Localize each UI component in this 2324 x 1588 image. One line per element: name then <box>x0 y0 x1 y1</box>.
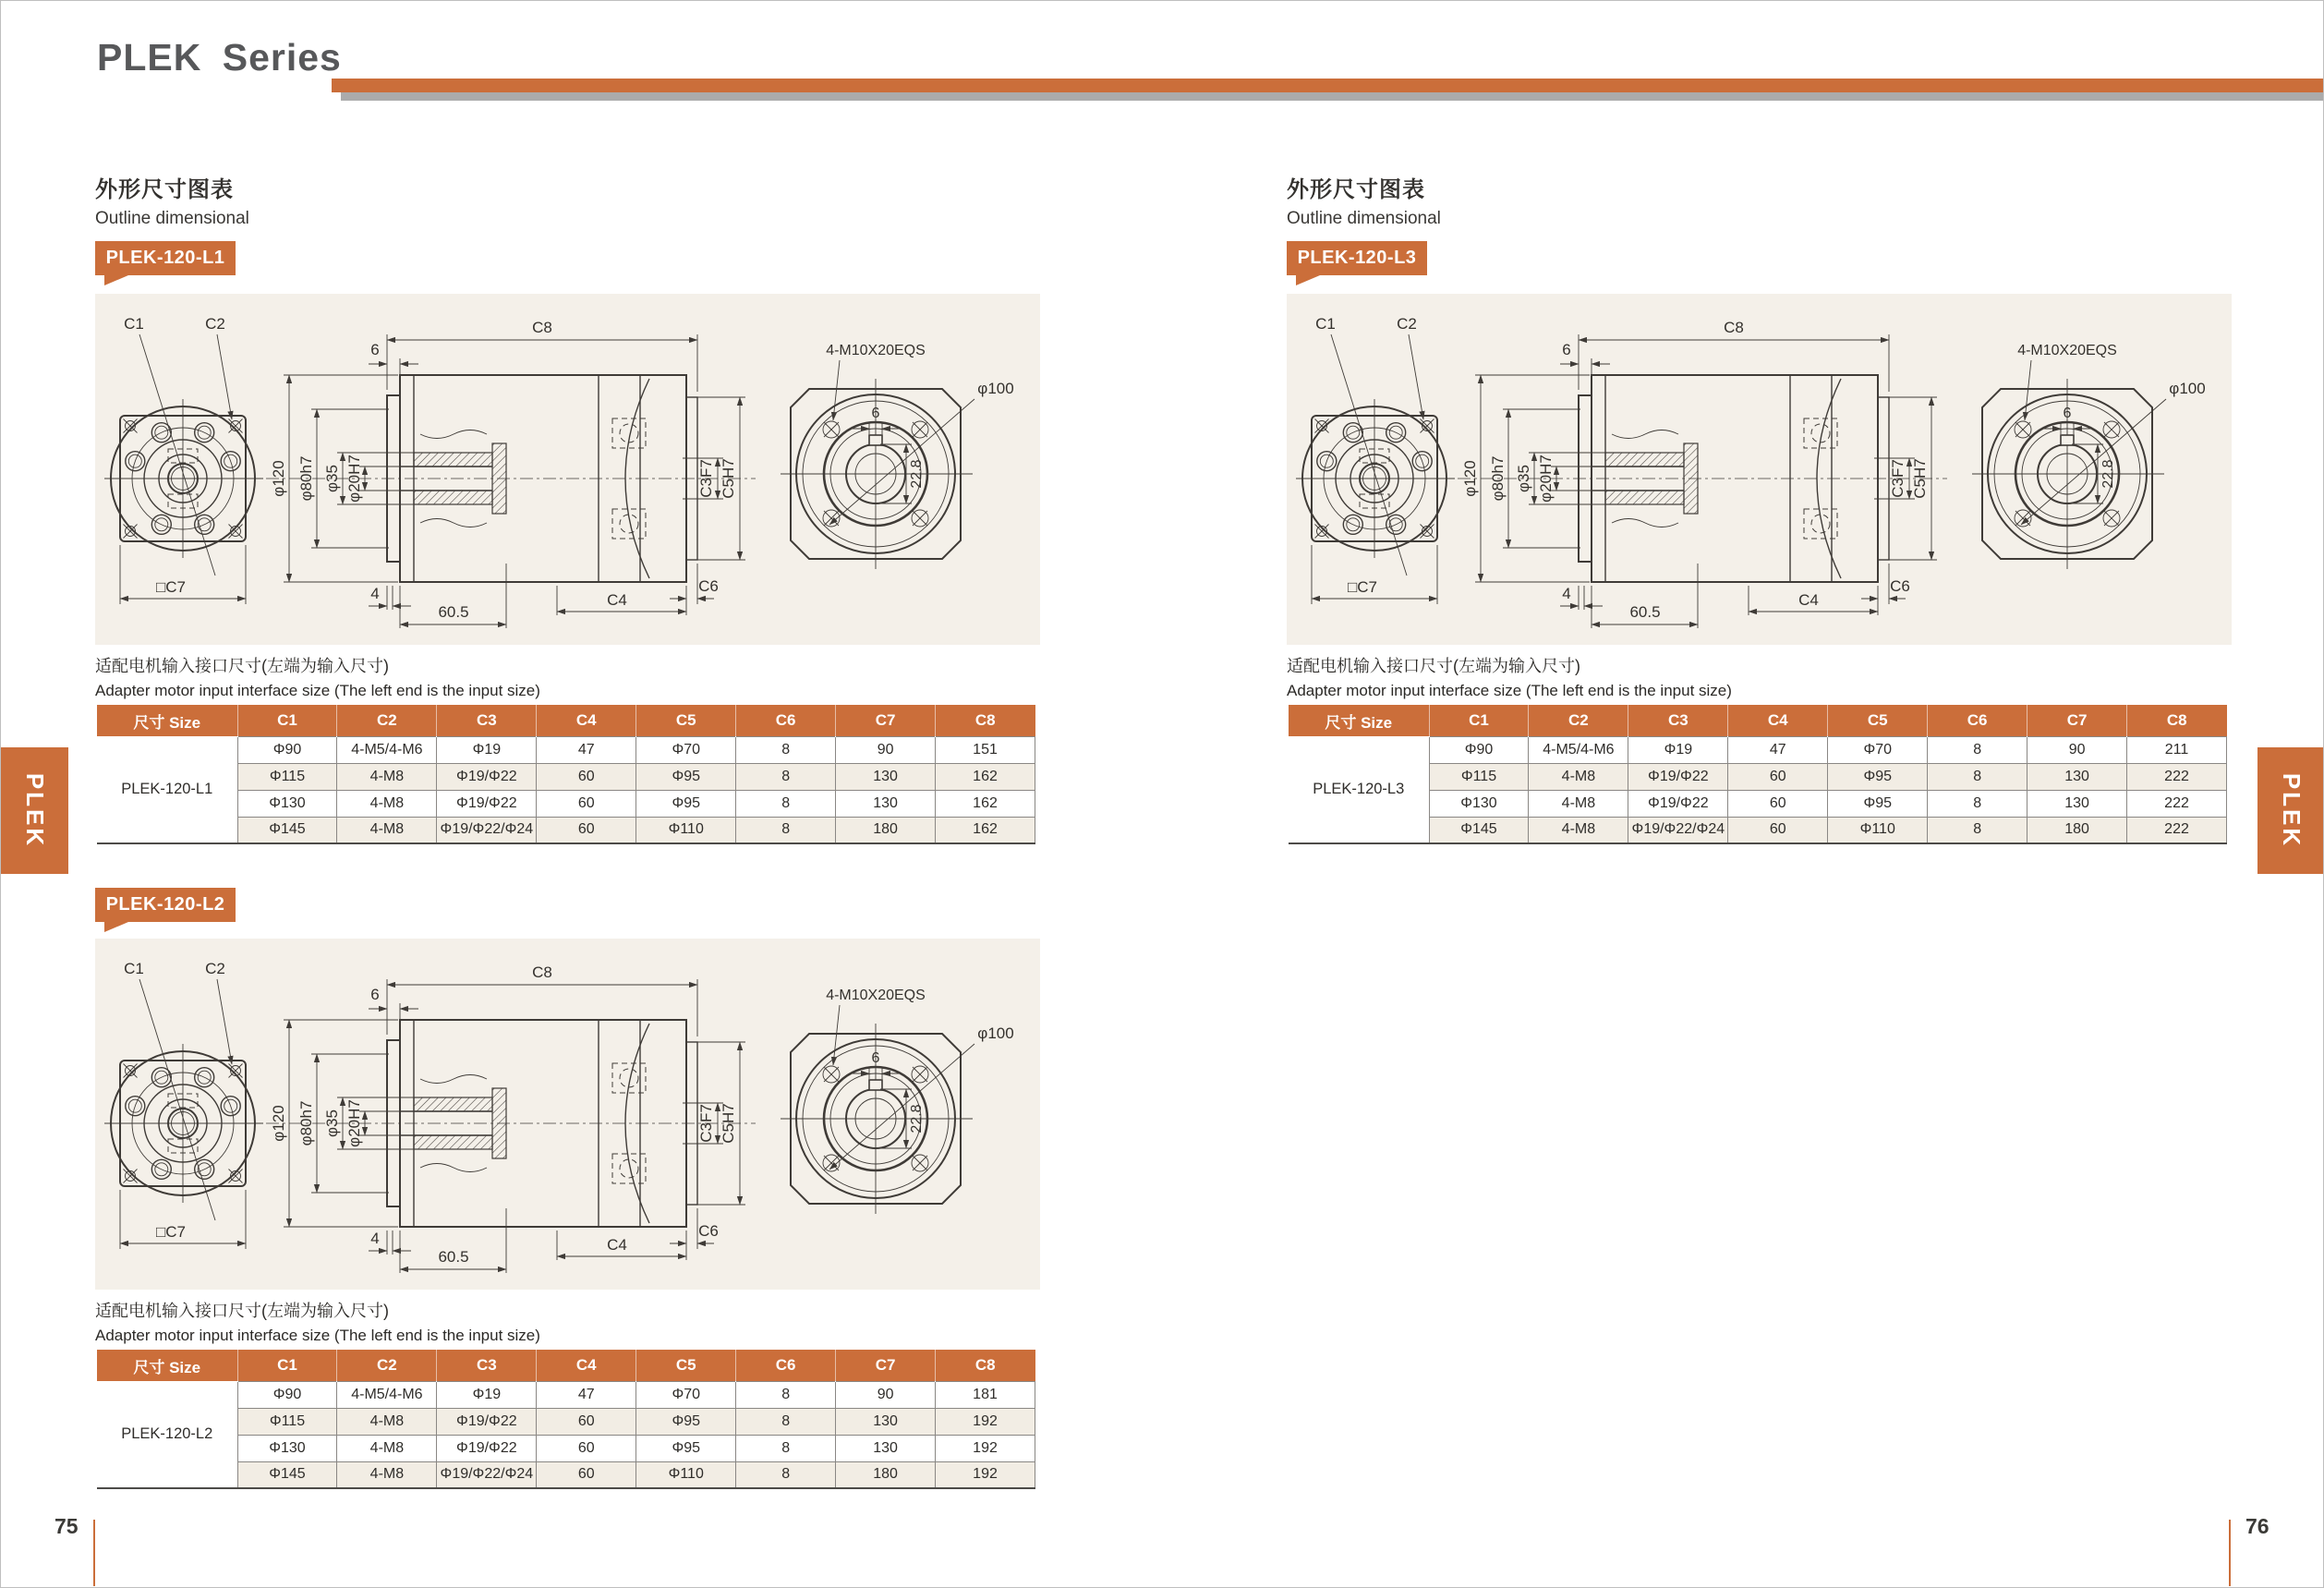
value-cell: 222 <box>2127 790 2227 817</box>
dim-label-c5h7: C5H7 <box>720 458 737 499</box>
value-cell: Φ19 <box>437 1381 537 1408</box>
dim-label-keyway-depth: 22.8 <box>909 1104 925 1133</box>
value-cell: Φ90 <box>1429 736 1529 763</box>
dim-label-6: 6 <box>370 341 380 358</box>
front-view <box>1296 315 1455 604</box>
title-gray-bar <box>341 92 2323 101</box>
column-header: C4 <box>537 1350 636 1381</box>
table-row <box>1289 790 2227 817</box>
table-row <box>97 1435 1035 1461</box>
value-cell: Φ19/Φ22 <box>437 1408 537 1435</box>
value-cell: 90 <box>836 736 936 763</box>
column-header: C1 <box>1429 705 1529 736</box>
value-cell: 60 <box>537 1408 636 1435</box>
dim-label-c2: C2 <box>205 315 225 333</box>
dim-label-c1: C1 <box>124 960 144 977</box>
table-header-row <box>97 1350 1035 1381</box>
dim-label-keyway-width: 6 <box>2063 406 2072 421</box>
dim-label-dia100: φ100 <box>2169 380 2206 397</box>
value-cell: 180 <box>2027 817 2127 843</box>
value-cell: 4-M5/4-M6 <box>1529 736 1628 763</box>
value-cell: Φ95 <box>1828 790 1928 817</box>
dim-label-c3f7: C3F7 <box>1889 459 1906 498</box>
dim-label-c6: C6 <box>698 1222 719 1240</box>
dim-label-c1: C1 <box>124 315 144 333</box>
table-row <box>1289 817 2227 843</box>
caption-en: Adapter motor input interface size (The left end is the input size) <box>95 1327 540 1344</box>
dim-label-60-5: 60.5 <box>438 603 469 621</box>
value-cell: 130 <box>836 763 936 790</box>
side-tab-right <box>2257 747 2324 874</box>
dim-label-c8: C8 <box>1724 319 1744 336</box>
page-number-right: 76 <box>2245 1514 2270 1538</box>
value-cell: 4-M5/4-M6 <box>337 1381 437 1408</box>
table-caption-l3 <box>1287 653 1933 700</box>
value-cell: 192 <box>936 1435 1035 1461</box>
value-cell: 8 <box>736 817 836 843</box>
dim-label-dia80: φ80h7 <box>297 1100 315 1146</box>
table-row <box>97 817 1035 843</box>
value-cell: 130 <box>836 1408 936 1435</box>
caption-cn: 适配电机输入接口尺寸(左端为输入尺寸) <box>1287 657 1580 675</box>
value-cell: 4-M8 <box>1529 790 1628 817</box>
value-cell: 4-M8 <box>337 1435 437 1461</box>
table-header-row <box>1289 705 2227 736</box>
value-cell: Φ145 <box>237 817 337 843</box>
dim-label-dia35: φ35 <box>1515 465 1532 492</box>
column-header: C5 <box>636 705 736 736</box>
value-cell: 222 <box>2127 817 2227 843</box>
value-cell: 60 <box>1728 817 1828 843</box>
caption-en: Adapter motor input interface size (The left end is the input size) <box>1287 682 1732 699</box>
section-heading-en: Outline dimensional <box>95 209 249 228</box>
section-heading-cn: 外形尺寸图表 <box>1287 177 1425 202</box>
value-cell: 90 <box>2027 736 2127 763</box>
value-cell: 4-M8 <box>337 790 437 817</box>
bolt-spec-label: 4-M10X20EQS <box>826 343 926 358</box>
model-cell: PLEK-120-L3 <box>1289 736 1429 843</box>
value-cell: 130 <box>2027 763 2127 790</box>
dim-label-6: 6 <box>370 986 380 1003</box>
value-cell: Φ70 <box>636 1381 736 1408</box>
drawing-l1 <box>95 294 1040 645</box>
value-cell: 8 <box>736 763 836 790</box>
column-header: C7 <box>836 1350 936 1381</box>
column-header: C1 <box>237 1350 337 1381</box>
value-cell: Φ19/Φ22 <box>437 790 537 817</box>
footer-rule-right <box>2229 1520 2231 1586</box>
value-cell: 192 <box>936 1408 1035 1435</box>
value-cell: 162 <box>936 763 1035 790</box>
column-header: C7 <box>836 705 936 736</box>
side-tab-label: PLEK <box>2278 772 2306 849</box>
value-cell: Φ19 <box>437 736 537 763</box>
dim-label-c6: C6 <box>698 577 719 595</box>
dim-label-c2: C2 <box>205 960 225 977</box>
dim-label-dia20: φ20H7 <box>345 455 363 503</box>
dim-label-60-5: 60.5 <box>1629 603 1661 621</box>
dim-label-dia80: φ80h7 <box>297 455 315 502</box>
dimension-table-l3 <box>1289 705 2227 844</box>
value-cell: 60 <box>1728 763 1828 790</box>
value-cell: Φ110 <box>636 817 736 843</box>
value-cell: 8 <box>1928 763 2027 790</box>
column-header: C8 <box>936 705 1035 736</box>
value-cell: Φ115 <box>237 763 337 790</box>
dimension-table-l2 <box>97 1350 1035 1489</box>
value-cell: Φ110 <box>636 1461 736 1488</box>
dimension-drawing <box>95 939 1040 1290</box>
dim-label-dia20: φ20H7 <box>345 1099 363 1147</box>
model-cell: PLEK-120-L2 <box>97 1381 237 1488</box>
value-cell: Φ115 <box>1429 763 1529 790</box>
page-number-left: 75 <box>54 1514 79 1538</box>
dim-label-keyway-width: 6 <box>871 406 880 421</box>
value-cell: 60 <box>537 763 636 790</box>
value-cell: Φ130 <box>237 1435 337 1461</box>
dim-label-dia120: φ120 <box>270 1105 287 1142</box>
value-cell: 4-M5/4-M6 <box>337 736 437 763</box>
value-cell: 181 <box>936 1381 1035 1408</box>
table-row <box>97 1461 1035 1488</box>
dim-label-dia100: φ100 <box>977 1024 1014 1042</box>
column-header: C3 <box>437 705 537 736</box>
model-badge-l1: PLEK-120-L1 <box>95 241 236 275</box>
table-caption-l2 <box>95 1298 742 1345</box>
value-cell: Φ19/Φ22 <box>437 763 537 790</box>
value-cell: 4-M8 <box>337 817 437 843</box>
value-cell: Φ70 <box>636 736 736 763</box>
value-cell: Φ145 <box>237 1461 337 1488</box>
model-badge-l2: PLEK-120-L2 <box>95 888 236 922</box>
column-header: C2 <box>1529 705 1628 736</box>
dimension-drawing <box>1287 294 2232 645</box>
dim-label-c4: C4 <box>1798 591 1819 609</box>
front-view <box>104 960 263 1249</box>
table-row <box>1289 763 2227 790</box>
bolt-spec-label: 4-M10X20EQS <box>2017 343 2117 358</box>
value-cell: 211 <box>2127 736 2227 763</box>
value-cell: Φ110 <box>1828 817 1928 843</box>
dim-label-4: 4 <box>370 585 380 602</box>
value-cell: Φ130 <box>237 790 337 817</box>
value-cell: 60 <box>1728 790 1828 817</box>
dim-label-keyway-depth: 22.8 <box>909 459 925 489</box>
dim-label-c8: C8 <box>532 964 552 981</box>
section-view <box>1458 319 1947 628</box>
value-cell: 60 <box>537 790 636 817</box>
value-cell: Φ95 <box>636 1408 736 1435</box>
dim-label-6: 6 <box>1562 341 1571 358</box>
dim-label-c3f7: C3F7 <box>697 1104 715 1143</box>
dim-label-dia120: φ120 <box>1461 460 1479 497</box>
caption-cn: 适配电机输入接口尺寸(左端为输入尺寸) <box>95 657 389 675</box>
section-heading-left <box>95 171 557 229</box>
value-cell: 192 <box>936 1461 1035 1488</box>
section-heading-en: Outline dimensional <box>1287 209 1441 228</box>
table-row <box>97 790 1035 817</box>
dim-label-c8: C8 <box>532 319 552 336</box>
output-flange-view <box>781 988 1014 1214</box>
column-header: C2 <box>337 1350 437 1381</box>
dim-label-c4: C4 <box>607 591 627 609</box>
dim-label-dia80: φ80h7 <box>1489 455 1507 502</box>
column-header: C2 <box>337 705 437 736</box>
value-cell: 4-M8 <box>1529 817 1628 843</box>
value-cell: Φ19/Φ22/Φ24 <box>437 1461 537 1488</box>
dim-label-c2: C2 <box>1397 315 1417 333</box>
value-cell: 222 <box>2127 763 2227 790</box>
value-cell: 8 <box>736 790 836 817</box>
value-cell: Φ70 <box>1828 736 1928 763</box>
side-tab-left <box>1 747 68 874</box>
value-cell: Φ90 <box>237 736 337 763</box>
value-cell: 60 <box>537 1461 636 1488</box>
dimension-drawing <box>95 294 1040 645</box>
dim-label-4: 4 <box>370 1230 380 1247</box>
value-cell: 4-M8 <box>337 1461 437 1488</box>
dim-label-dia35: φ35 <box>323 465 341 492</box>
value-cell: 8 <box>736 736 836 763</box>
section-heading-right <box>1287 171 1749 229</box>
dimension-table-l1 <box>97 705 1035 844</box>
value-cell: Φ19/Φ22 <box>1628 790 1728 817</box>
front-view <box>104 315 263 604</box>
table-row <box>1289 736 2227 763</box>
section-heading-cn: 外形尺寸图表 <box>95 177 234 202</box>
column-header: C8 <box>936 1350 1035 1381</box>
page-title: PLEK Series <box>97 36 342 79</box>
column-header: C6 <box>736 705 836 736</box>
value-cell: 8 <box>1928 817 2027 843</box>
table-caption-l1 <box>95 653 742 700</box>
value-cell: 162 <box>936 790 1035 817</box>
dim-label-c7: □C7 <box>1348 578 1377 596</box>
column-header: C7 <box>2027 705 2127 736</box>
column-header: C4 <box>1728 705 1828 736</box>
output-flange-view <box>1972 343 2206 569</box>
value-cell: Φ95 <box>636 763 736 790</box>
table-row <box>97 736 1035 763</box>
column-header: C3 <box>1628 705 1728 736</box>
value-cell: 162 <box>936 817 1035 843</box>
dim-label-4: 4 <box>1562 585 1571 602</box>
section-view <box>266 964 756 1273</box>
value-cell: Φ19/Φ22/Φ24 <box>1628 817 1728 843</box>
column-header: 尺寸 Size <box>97 705 237 736</box>
dim-label-dia20: φ20H7 <box>1537 455 1555 503</box>
drawing-l3 <box>1287 294 2232 645</box>
value-cell: 47 <box>537 1381 636 1408</box>
column-header: C1 <box>237 705 337 736</box>
value-cell: Φ95 <box>636 790 736 817</box>
column-header: C4 <box>537 705 636 736</box>
value-cell: 8 <box>1928 736 2027 763</box>
value-cell: 130 <box>836 1435 936 1461</box>
value-cell: 180 <box>836 1461 936 1488</box>
dim-label-keyway-width: 6 <box>871 1050 880 1066</box>
column-header: C6 <box>736 1350 836 1381</box>
column-header: C3 <box>437 1350 537 1381</box>
column-header: 尺寸 Size <box>97 1350 237 1381</box>
caption-cn: 适配电机输入接口尺寸(左端为输入尺寸) <box>95 1302 389 1320</box>
value-cell: 4-M8 <box>337 763 437 790</box>
column-header: 尺寸 Size <box>1289 705 1429 736</box>
value-cell: 180 <box>836 817 936 843</box>
title-accent-bar <box>332 79 2323 92</box>
dim-label-dia35: φ35 <box>323 1109 341 1137</box>
caption-en: Adapter motor input interface size (The left end is the input size) <box>95 682 540 699</box>
footer-rule-left <box>93 1520 95 1586</box>
table-header-row <box>97 705 1035 736</box>
side-tab-label: PLEK <box>21 772 49 849</box>
dim-label-c3f7: C3F7 <box>697 459 715 498</box>
value-cell: Φ115 <box>237 1408 337 1435</box>
bolt-spec-label: 4-M10X20EQS <box>826 988 926 1003</box>
value-cell: Φ130 <box>1429 790 1529 817</box>
value-cell: 90 <box>836 1381 936 1408</box>
value-cell: 4-M8 <box>1529 763 1628 790</box>
value-cell: 8 <box>736 1461 836 1488</box>
value-cell: 151 <box>936 736 1035 763</box>
dim-label-60-5: 60.5 <box>438 1248 469 1266</box>
drawing-l2 <box>95 939 1040 1290</box>
value-cell: 4-M8 <box>337 1408 437 1435</box>
value-cell: Φ19 <box>1628 736 1728 763</box>
dim-label-keyway-depth: 22.8 <box>2100 459 2116 489</box>
dim-label-c5h7: C5H7 <box>720 1103 737 1144</box>
value-cell: Φ145 <box>1429 817 1529 843</box>
column-header: C5 <box>1828 705 1928 736</box>
value-cell: Φ19/Φ22 <box>437 1435 537 1461</box>
table-row <box>97 1381 1035 1408</box>
value-cell: 8 <box>736 1381 836 1408</box>
dim-label-dia120: φ120 <box>270 460 287 497</box>
dim-label-c7: □C7 <box>156 578 186 596</box>
dim-label-c4: C4 <box>607 1236 627 1254</box>
value-cell: 8 <box>736 1408 836 1435</box>
value-cell: Φ95 <box>636 1435 736 1461</box>
output-flange-view <box>781 343 1014 569</box>
value-cell: Φ19/Φ22/Φ24 <box>437 817 537 843</box>
model-badge-l3: PLEK-120-L3 <box>1287 241 1427 275</box>
value-cell: 60 <box>537 817 636 843</box>
dim-label-c7: □C7 <box>156 1223 186 1241</box>
table-row <box>97 763 1035 790</box>
dim-label-dia100: φ100 <box>977 380 1014 397</box>
value-cell: 47 <box>1728 736 1828 763</box>
value-cell: 60 <box>537 1435 636 1461</box>
dim-label-c5h7: C5H7 <box>1911 458 1929 499</box>
model-cell: PLEK-120-L1 <box>97 736 237 843</box>
section-view <box>266 319 756 628</box>
value-cell: Φ95 <box>1828 763 1928 790</box>
column-header: C8 <box>2127 705 2227 736</box>
column-header: C6 <box>1928 705 2027 736</box>
dim-label-c6: C6 <box>1890 577 1910 595</box>
value-cell: 47 <box>537 736 636 763</box>
value-cell: 130 <box>2027 790 2127 817</box>
value-cell: 130 <box>836 790 936 817</box>
value-cell: Φ19/Φ22 <box>1628 763 1728 790</box>
value-cell: 8 <box>1928 790 2027 817</box>
value-cell: Φ90 <box>237 1381 337 1408</box>
column-header: C5 <box>636 1350 736 1381</box>
dim-label-c1: C1 <box>1315 315 1336 333</box>
table-row <box>97 1408 1035 1435</box>
value-cell: 8 <box>736 1435 836 1461</box>
